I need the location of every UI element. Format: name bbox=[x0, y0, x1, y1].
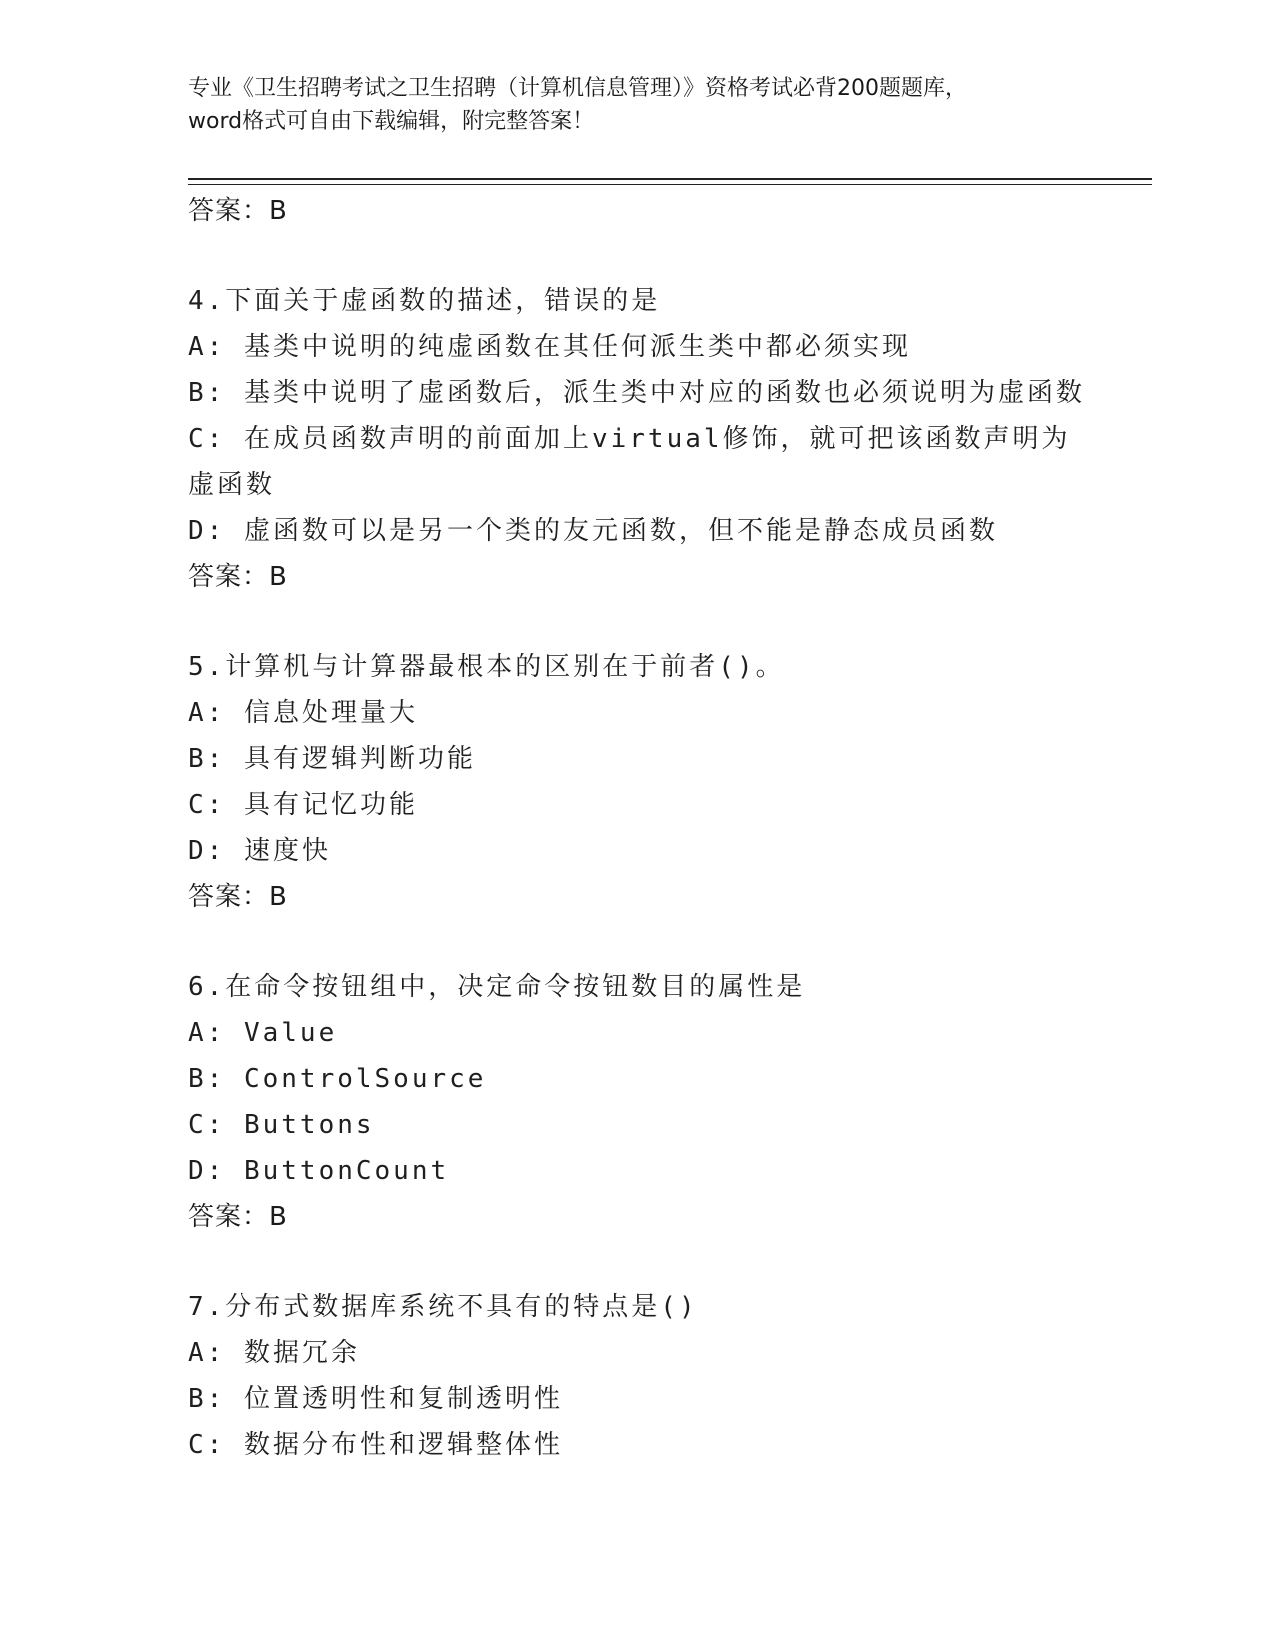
question-item bbox=[188, 644, 1108, 920]
option-d: D: ButtonCount bbox=[188, 1156, 450, 1186]
document-header bbox=[188, 72, 1088, 138]
option-a: A: Value bbox=[188, 1018, 338, 1048]
option-c: C: 具有记忆功能 bbox=[188, 790, 418, 820]
question-stem: 5.计算机与计算器最根本的区别在于前者()。 bbox=[188, 652, 785, 682]
option-c: C: 数据分布性和逻辑整体性 bbox=[188, 1430, 563, 1460]
option-a: A: 数据冗余 bbox=[188, 1338, 360, 1368]
option-b: B: 具有逻辑判断功能 bbox=[188, 744, 476, 774]
option-b: B: 基类中说明了虚函数后，派生类中对应的函数也必须说明为虚函数 bbox=[188, 378, 1085, 408]
answer-line: 答案：B bbox=[188, 562, 288, 592]
option-b: B: ControlSource bbox=[188, 1064, 487, 1094]
question-stem: 6.在命令按钮组中，决定命令按钮数目的属性是 bbox=[188, 972, 806, 1002]
question-item bbox=[188, 964, 1108, 1240]
header-title-line-2: word格式可自由下载编辑，附完整答案！ bbox=[188, 109, 595, 134]
option-d: D: 速度快 bbox=[188, 836, 331, 866]
question-item bbox=[188, 1284, 1108, 1468]
header-divider-thin bbox=[188, 184, 1152, 185]
header-title-line-1: 专业《卫生招聘考试之卫生招聘（计算机信息管理）》资格考试必背200题题库， bbox=[188, 76, 967, 101]
option-b: B: 位置透明性和复制透明性 bbox=[188, 1384, 563, 1414]
question-item bbox=[188, 278, 1108, 600]
answer-line: 答案：B bbox=[188, 1202, 288, 1232]
question-stem: 7.分布式数据库系统不具有的特点是() bbox=[188, 1292, 698, 1322]
question-stem: 4.下面关于虚函数的描述，错误的是 bbox=[188, 286, 661, 316]
option-c: C: 在成员函数声明的前面加上virtual修饰，就可把该函数声明为虚函数 bbox=[188, 424, 1071, 500]
option-d: D: 虚函数可以是另一个类的友元函数，但不能是静态成员函数 bbox=[188, 516, 998, 546]
question-list bbox=[188, 188, 1108, 1468]
answer-line: 答案：B bbox=[188, 196, 288, 226]
option-a: A: 信息处理量大 bbox=[188, 698, 418, 728]
answer-line: 答案：B bbox=[188, 882, 288, 912]
option-a: A: 基类中说明的纯虚函数在其任何派生类中都必须实现 bbox=[188, 332, 911, 362]
header-divider-thick bbox=[188, 178, 1152, 180]
option-c: C: Buttons bbox=[188, 1110, 375, 1140]
